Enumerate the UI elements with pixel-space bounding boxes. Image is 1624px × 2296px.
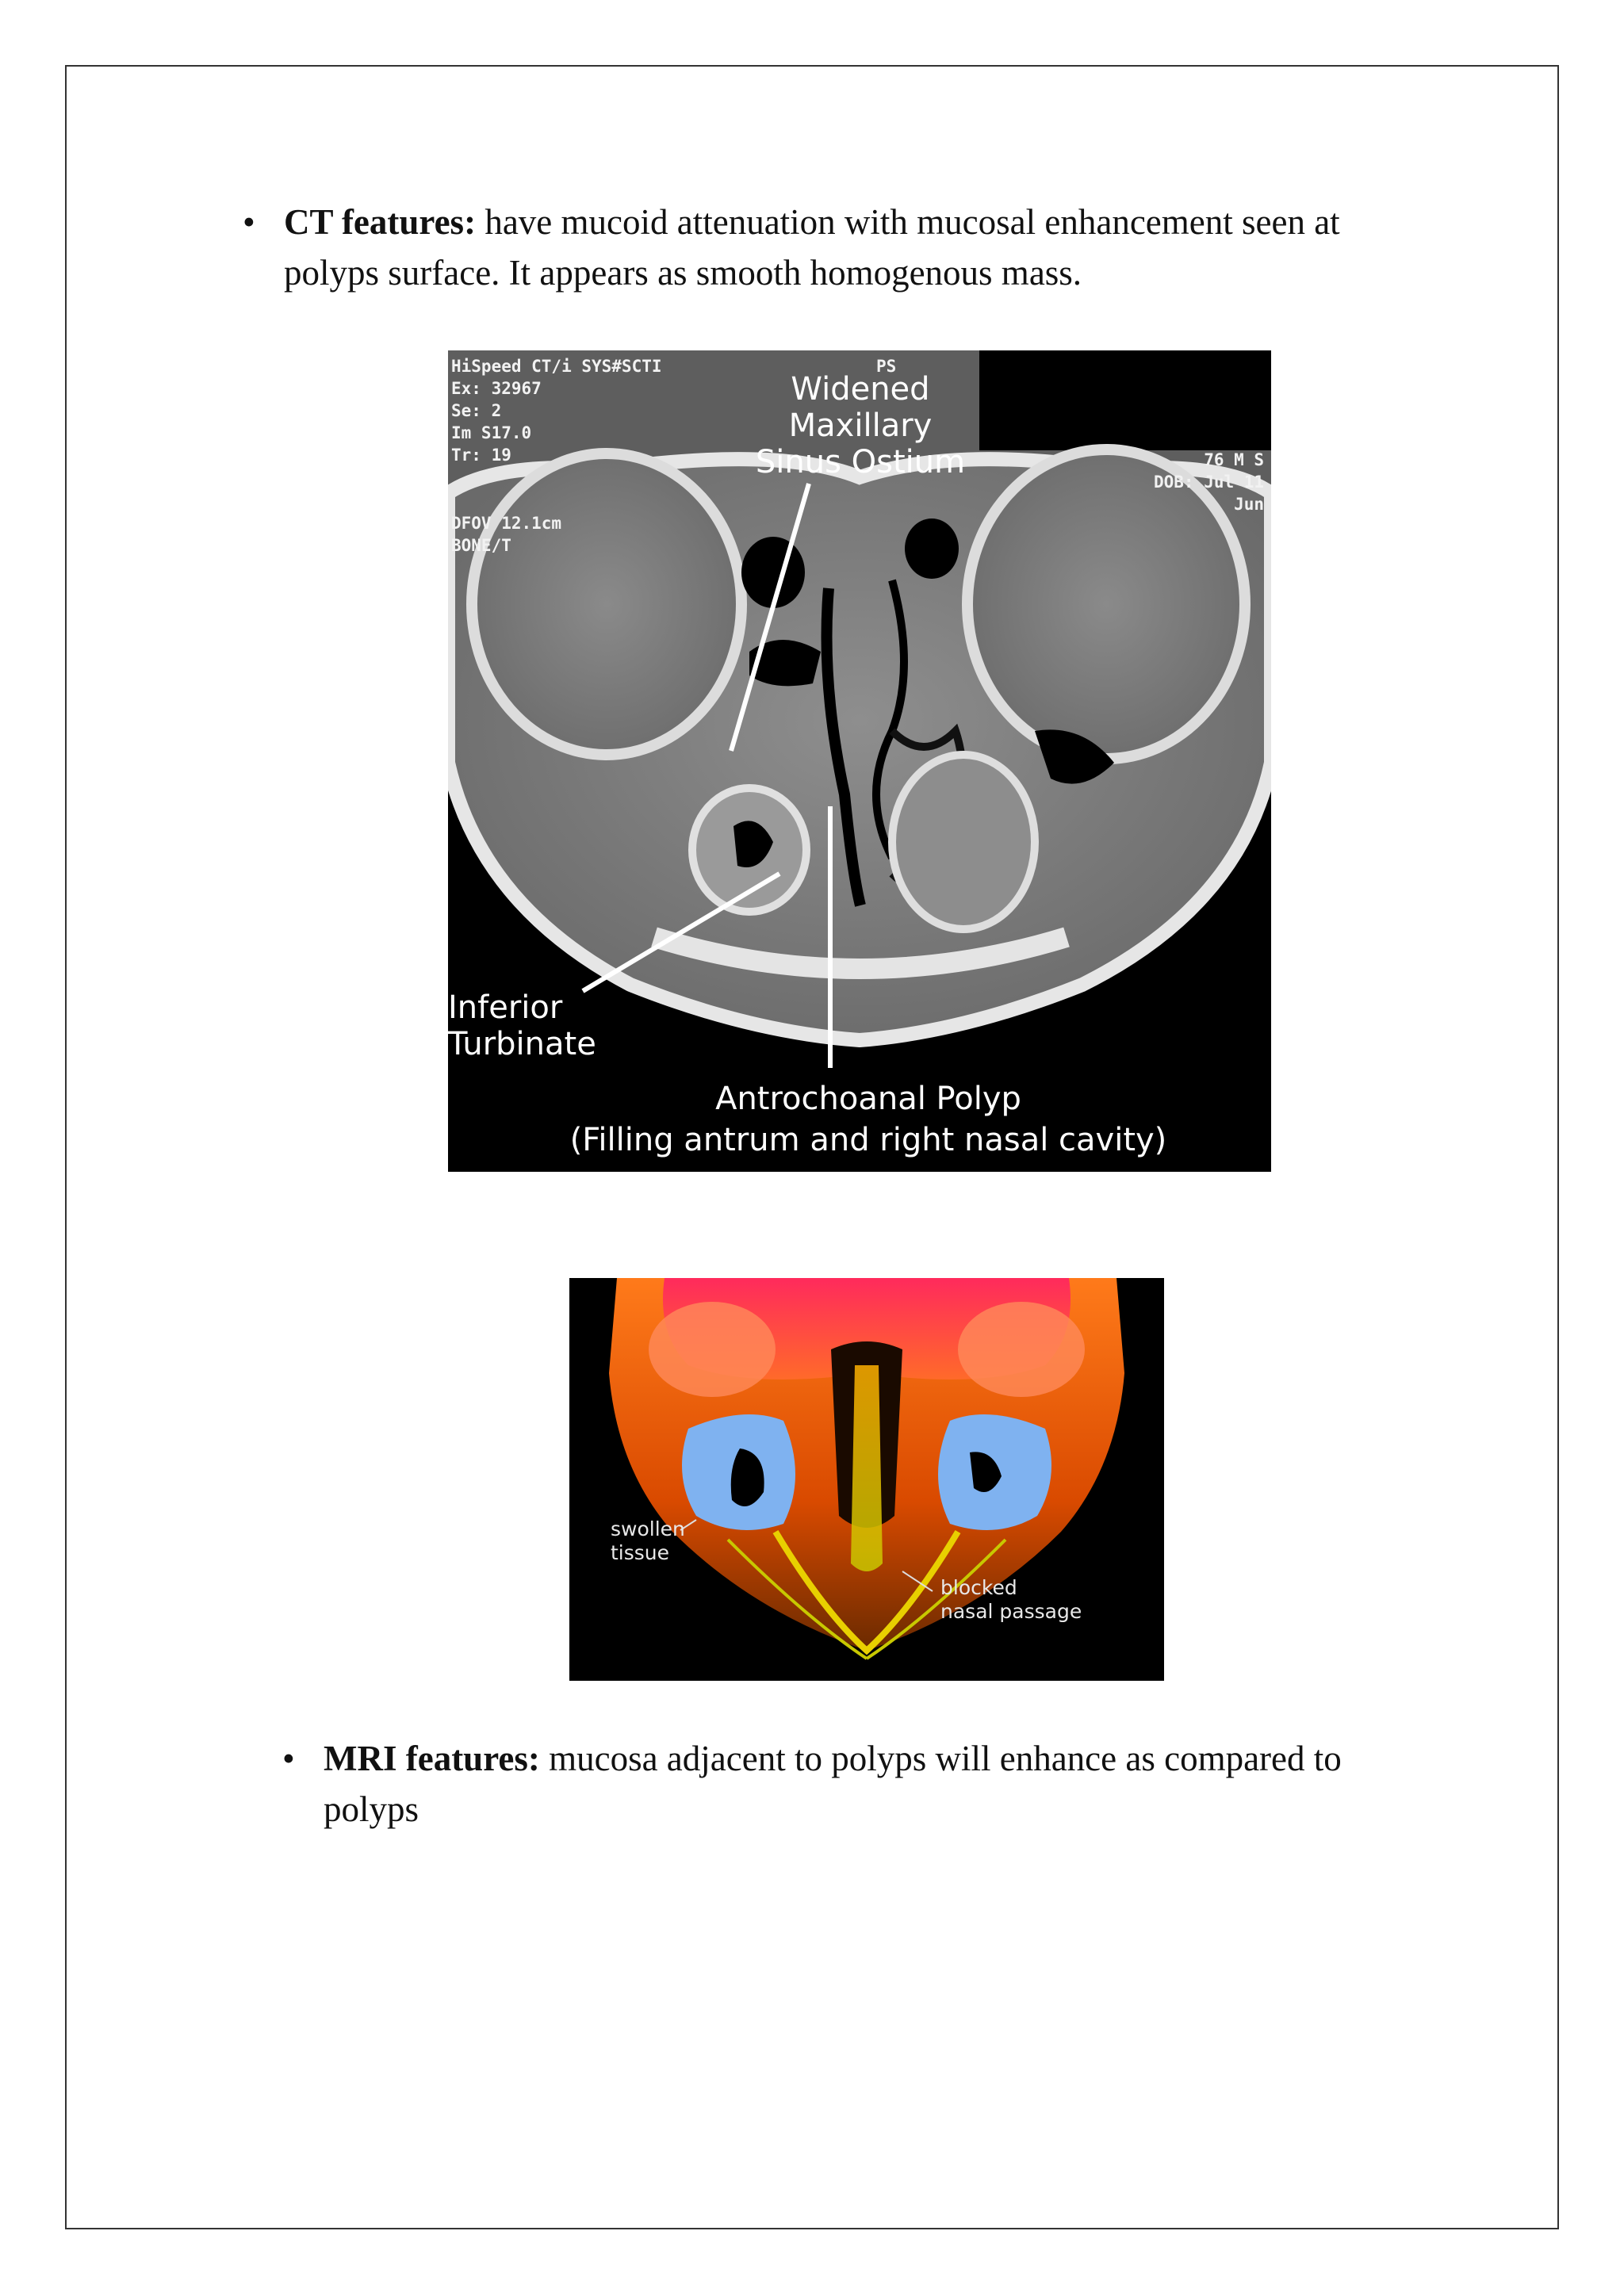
label-line: Antrochoanal Polyp xyxy=(715,1081,1021,1117)
mri-features-text: mucosa adjacent to polyps will enhance as compared to polyps xyxy=(324,1739,1342,1829)
label-blocked-nasal-passage xyxy=(940,1576,1082,1624)
ct-top-label: PS xyxy=(876,357,897,376)
mri-features-heading: MRI features: xyxy=(324,1739,540,1778)
label-line: (Filling antrum and right nasal cavity) xyxy=(569,1122,1167,1158)
bullet-icon: • xyxy=(243,202,255,242)
bullet-icon: • xyxy=(282,1739,295,1778)
label-line: nasal passage xyxy=(940,1600,1082,1623)
ct-scanner-line: HiSpeed CT/i SYS#SCTI xyxy=(451,357,662,376)
mri-features-paragraph xyxy=(282,1733,1435,1835)
ct-patient-line: 76 M S xyxy=(1204,450,1265,469)
ct-features-heading: CT features: xyxy=(284,202,477,242)
label-line: Inferior xyxy=(448,989,563,1026)
label-line: Sinus Ostium xyxy=(755,444,966,480)
ct-dfov-line: BONE/T xyxy=(451,536,511,555)
label-line: Turbinate xyxy=(448,1026,596,1062)
label-line: blocked xyxy=(940,1576,1017,1599)
ct-features-paragraph xyxy=(243,197,1435,298)
ct-scanner-line: Tr: 19 xyxy=(451,446,511,465)
label-widened-maxillary-sinus-ostium xyxy=(718,371,1003,480)
ct-dfov-info xyxy=(451,512,561,557)
label-line: Widened xyxy=(791,371,930,408)
ct-patient-info xyxy=(1154,449,1264,515)
label-inferior-turbinate xyxy=(448,989,596,1062)
label-line: tissue xyxy=(611,1541,670,1564)
ct-scanner-info xyxy=(451,355,662,466)
label-line: swollen xyxy=(611,1517,685,1540)
ct-scanner-line: Se: 2 xyxy=(451,401,502,420)
ct-scan-image xyxy=(448,350,1271,1172)
ct-features-text: have mucoid attenuation with mucosal enhancement seen at polyps surface. It appears as smooth homogenous mass. xyxy=(284,202,1340,293)
ct-scanner-line: Ex: 32967 xyxy=(451,379,542,398)
ct-patient-line: Jun xyxy=(1234,495,1265,514)
label-antrochoanal-polyp xyxy=(511,1078,1225,1161)
label-line: Maxillary xyxy=(788,408,933,444)
ct-patient-line: DOB: Jul 11 xyxy=(1154,473,1265,492)
ct-scanner-line: Im S17.0 xyxy=(451,423,532,442)
label-swollen-tissue xyxy=(611,1517,685,1565)
mri-scan-image xyxy=(569,1278,1164,1681)
ct-dfov-line: DFOV 12.1cm xyxy=(451,514,562,533)
